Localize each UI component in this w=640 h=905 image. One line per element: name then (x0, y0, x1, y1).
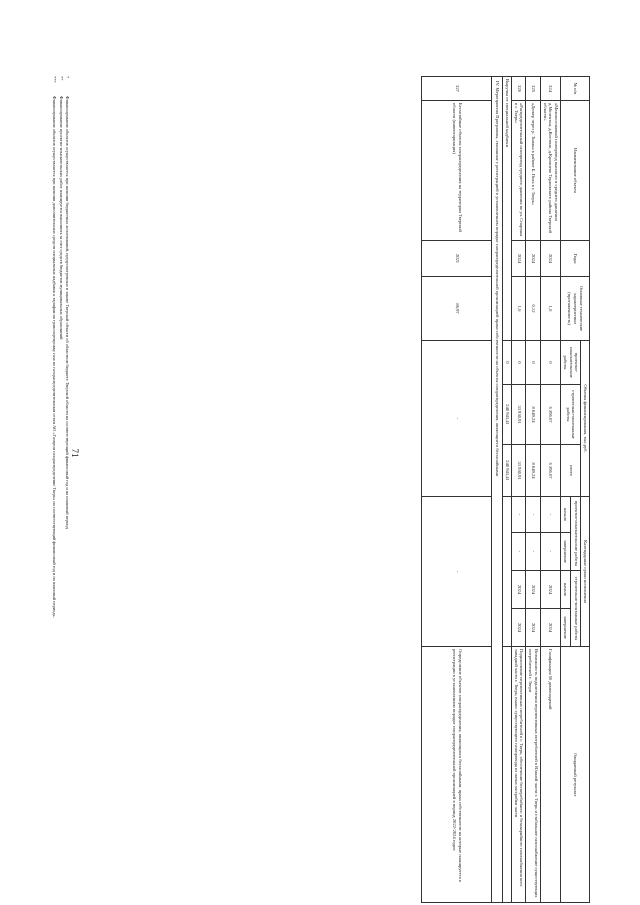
row-fin-design: 0 (511, 341, 525, 385)
subtotal-fin-design: 0 (503, 341, 512, 385)
row-construction-end: 2024 (540, 609, 560, 647)
header-name: Наименование объекта (561, 101, 590, 241)
row-result: Подключение перспективных потребителей в г. Тверь; обеспечение бесперебойного и безаварийного газоснабжения всех западной части г. Тверь; вынос существующего газопровода из пятна застройки части (511, 647, 525, 903)
row-financing: - (422, 341, 492, 497)
row-years: 2024 (526, 241, 540, 277)
header-num: № п/п (561, 77, 590, 101)
row-design-start: - (511, 497, 525, 533)
footnote-text: Финансирование объектов осуществляется при наличии бюджетных ассигнований, предусмотренных в законе Тверской области об областном бюджете Тверской области на соответствующий финансовый год и на плановый период (65, 96, 70, 529)
row-design-start: - (540, 497, 560, 533)
program-table (421, 76, 590, 903)
subtotal-fin-construction: 240 943,41 (503, 385, 512, 445)
footnote-mark: * (65, 76, 70, 79)
header-row-1 (581, 77, 590, 903)
row-construction-start: 2024 (540, 571, 560, 609)
row-characteristics: 0,12 (526, 277, 540, 341)
header-calendar: Календарные сроки исполнения (581, 497, 590, 647)
row-name: «Дюкер через р. Тьмака в районе Б. Пола в г. Тверь» (526, 101, 540, 241)
row-characteristics: 86,97 (422, 277, 492, 341)
row-construction-end: 2024 (511, 609, 525, 647)
row-fin-total: 33 930,91 (511, 445, 525, 497)
footnote-text: Финансирование объектов осуществляется при наличии дополнительных средств специальных надбавок к тарифам на транспортировку газа по газораспределительным сетям АО «Газпром газораспределение Тверь» на соответствующий финансовый год и на плановый период». (52, 96, 58, 618)
row-num: 324 (540, 77, 560, 101)
row-fin-construction: 6 396,67 (540, 385, 560, 445)
section-row (492, 77, 503, 903)
row-num: 327 (422, 77, 492, 101)
header-design-group: проектно-изыскательские работы (571, 497, 581, 571)
row-fin-design: 0 (526, 341, 540, 385)
row-years: 2024 (511, 241, 525, 277)
row-calendar: - (422, 497, 492, 647)
footnote-mark: ** (58, 76, 64, 81)
subtotal-fin-total: 240 943,41 (503, 445, 512, 497)
row-num: 325 (526, 77, 540, 101)
table-row (526, 77, 540, 903)
table-row (422, 77, 492, 903)
row-years: 2021 (422, 241, 492, 277)
subtotal-row (503, 77, 512, 903)
row-fin-total: 6 396,67 (540, 445, 560, 497)
row-design-start: - (526, 497, 540, 533)
row-design-end: - (526, 533, 540, 571)
row-construction-end: 2024 (526, 609, 540, 647)
row-name: «Межпоселковый газопровод высокого и среднего давления д.Мелентьи, д.Костино, д.Кремнево Торжокского района Тверской области» (540, 101, 560, 241)
row-design-end: - (540, 533, 560, 571)
row-fin-total: 8 049,24 (526, 445, 540, 497)
row-num: 326 (511, 77, 525, 101)
row-result: Возможность подключения перспективных потребителей в Южной части г. Тверь и стабильное газоснабжение существующих потребителей г. Твери (526, 647, 540, 903)
footnote-text: Финансирование проектно-изыскательских работ планируется выполнить за счет средств бюджетов муниципальных образований (58, 96, 64, 340)
header-fin-construction: строительно-монтажные работы (561, 385, 581, 445)
header-result: Ожидаемый результат (561, 647, 590, 903)
header-years: Годы (561, 241, 590, 277)
header-design-end: завершение (561, 533, 571, 571)
row-design-end: - (511, 533, 525, 571)
row-fin-construction: 33 930,91 (511, 385, 525, 445)
header-financing: Объемы финансирования, тыс.руб. (581, 341, 590, 497)
subtotal-label: Выручка от специальной надбавки (503, 77, 512, 341)
section-iv-title: IV. Мероприятия Программы, связанные с регистрацией в установленном порядке газораспределительной организацией права собственности на объекты газораспределения, являющиеся бесхозяйными (492, 77, 503, 903)
subtotal-result-empty (503, 647, 512, 903)
table-row (511, 77, 525, 903)
row-result: Газификация 56 домовладений (540, 647, 560, 903)
header-fin-total: итого (561, 445, 581, 497)
row-characteristics: 1,6 (540, 277, 560, 341)
header-construction-group: строительно-монтажные работы (571, 571, 581, 647)
row-result: Определение объектов газораспределения, являющихся бесхозяйными, права собственности на которые планируется к регистрации в установленном порядке газораспределительной организацией в период 2022-2024 годов (422, 647, 492, 903)
footnote-mark: *** (52, 76, 58, 83)
header-design-start: начало (561, 497, 571, 533)
header-characteristics: Основные технические характеристики (протяженность) (561, 277, 590, 341)
header-fin-design: проектно-изыскательские работы (561, 341, 581, 385)
page-number: 71 (70, 448, 80, 458)
row-years: 2024 (540, 241, 560, 277)
row-name: Бесхозяйные объекты газораспределения на территории Тверской области (инвентаризация) (422, 101, 492, 241)
header-construction-end: завершение (561, 609, 571, 647)
table-row (540, 77, 560, 903)
row-fin-construction: 8 049,24 (526, 385, 540, 445)
row-name: «Распределительный газопровод среднего давления по ул. Спартака в г. Тверь» (511, 101, 525, 241)
header-construction-start: начало (561, 571, 571, 609)
footnote (51, 76, 57, 902)
footnote (64, 76, 70, 902)
row-fin-design: 0 (540, 341, 560, 385)
subtotal-calendar-empty (503, 497, 512, 647)
row-construction-start: 2024 (511, 571, 525, 609)
row-construction-start: 2024 (526, 571, 540, 609)
footnotes (51, 76, 70, 902)
row-characteristics: 1,6 (511, 277, 525, 341)
